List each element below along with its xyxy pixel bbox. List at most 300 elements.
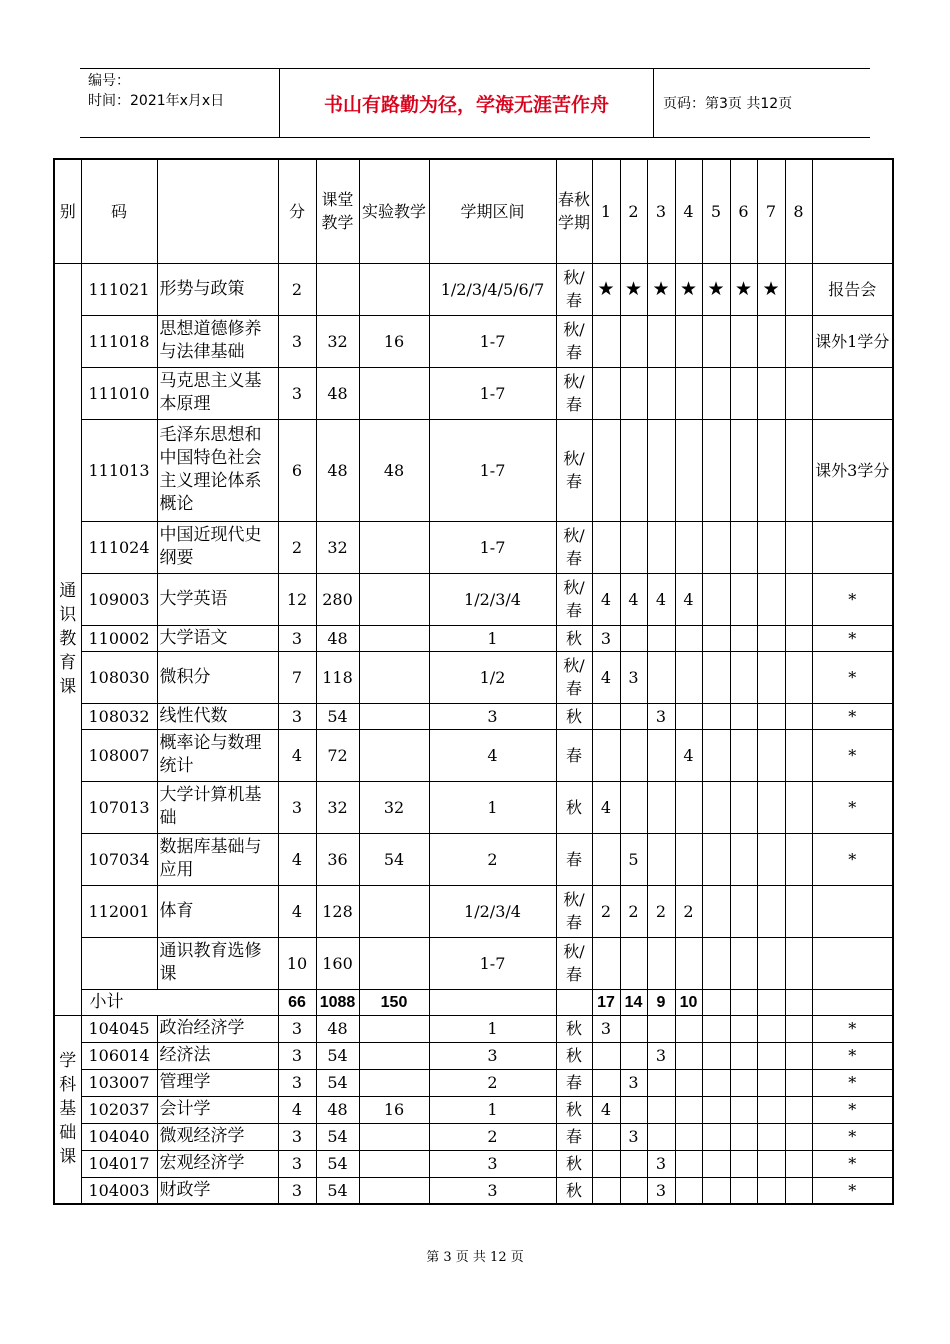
term-8-hours (785, 1123, 812, 1150)
course-name: 中国近现代史纲要 (157, 521, 278, 573)
course-class-hours: 48 (316, 1015, 359, 1042)
course-lab-hours (359, 937, 429, 989)
subtotal-season (556, 989, 592, 1015)
course-credits: 2 (278, 263, 316, 315)
course-credits: 3 (278, 367, 316, 419)
course-class-hours: 48 (316, 625, 359, 651)
term-4-hours (675, 315, 702, 367)
term-7-hours (757, 885, 785, 937)
course-season: 春 (556, 1069, 592, 1096)
course-note: * (812, 1069, 893, 1096)
term-5-hours (702, 781, 730, 833)
subtotal-note (812, 989, 893, 1015)
course-credits: 3 (278, 1150, 316, 1177)
course-name: 体育 (157, 885, 278, 937)
course-code: 104003 (81, 1177, 157, 1204)
course-name: 微积分 (157, 651, 278, 703)
term-3-hours: 3 (647, 703, 675, 729)
course-class-hours: 54 (316, 1042, 359, 1069)
term-8-hours (785, 1096, 812, 1123)
course-class-hours: 128 (316, 885, 359, 937)
course-term-range: 2 (429, 1069, 556, 1096)
term-2-hours (620, 729, 647, 781)
term-5-hours (702, 937, 730, 989)
table-row (54, 1042, 893, 1069)
course-note: * (812, 1177, 893, 1204)
document-header (80, 68, 870, 138)
term-8-hours (785, 263, 812, 315)
course-lab-hours: 48 (359, 419, 429, 521)
term-1-hours (592, 1177, 620, 1204)
header-lab-hours: 实验教学 (359, 159, 429, 263)
course-name: 马克思主义基本原理 (157, 367, 278, 419)
header-term-range: 学期区间 (429, 159, 556, 263)
term-8-hours (785, 625, 812, 651)
course-lab-hours (359, 1150, 429, 1177)
course-term-range: 1-7 (429, 367, 556, 419)
course-name: 会计学 (157, 1096, 278, 1123)
course-code: 108030 (81, 651, 157, 703)
subtotal-term-6 (730, 989, 757, 1015)
table-row (54, 781, 893, 833)
category-cell (54, 263, 81, 1015)
course-season: 秋 (556, 625, 592, 651)
course-note: * (812, 1015, 893, 1042)
course-note (812, 937, 893, 989)
term-6-hours (730, 1069, 757, 1096)
course-credits: 4 (278, 833, 316, 885)
term-6-hours (730, 315, 757, 367)
header-note (812, 159, 893, 263)
term-1-hours (592, 1069, 620, 1096)
table-row (54, 1015, 893, 1042)
course-term-range: 3 (429, 1042, 556, 1069)
course-credits: 3 (278, 1123, 316, 1150)
term-2-hours (620, 419, 647, 521)
course-lab-hours (359, 367, 429, 419)
category-cell (54, 1015, 81, 1204)
term-3-hours (647, 729, 675, 781)
term-5-hours (702, 1015, 730, 1042)
term-1-hours: 4 (592, 651, 620, 703)
header-name (157, 159, 278, 263)
course-term-range: 4 (429, 729, 556, 781)
term-6-hours (730, 1042, 757, 1069)
course-name: 经济法 (157, 1042, 278, 1069)
course-name: 宏观经济学 (157, 1150, 278, 1177)
course-lab-hours: 16 (359, 315, 429, 367)
term-8-hours (785, 1069, 812, 1096)
term-4-hours: 2 (675, 885, 702, 937)
term-8-hours (785, 419, 812, 521)
term-1-hours (592, 1042, 620, 1069)
term-8-hours (785, 1015, 812, 1042)
term-7-hours (757, 625, 785, 651)
term-6-hours (730, 573, 757, 625)
course-class-hours: 280 (316, 573, 359, 625)
course-code: 112001 (81, 885, 157, 937)
term-4-hours (675, 419, 702, 521)
course-lab-hours (359, 1123, 429, 1150)
term-7-hours (757, 367, 785, 419)
term-2-hours (620, 703, 647, 729)
term-3-hours: 3 (647, 1042, 675, 1069)
table-body (54, 263, 893, 1204)
header-code: 码 (81, 159, 157, 263)
course-note: * (812, 1096, 893, 1123)
term-3-hours (647, 1123, 675, 1150)
term-7-hours (757, 1123, 785, 1150)
course-lab-hours (359, 885, 429, 937)
table-row (54, 573, 893, 625)
term-8-hours (785, 521, 812, 573)
term-7-hours (757, 833, 785, 885)
subtotal-term-7 (757, 989, 785, 1015)
header-term-4: 4 (675, 159, 702, 263)
header-term-1: 1 (592, 159, 620, 263)
table-row (54, 1150, 893, 1177)
course-code: 106014 (81, 1042, 157, 1069)
course-code: 108032 (81, 703, 157, 729)
course-term-range: 3 (429, 1177, 556, 1204)
course-term-range: 1/2/3/4 (429, 573, 556, 625)
table-row (54, 263, 893, 315)
course-season: 秋 (556, 1177, 592, 1204)
term-3-hours (647, 1096, 675, 1123)
course-note: * (812, 833, 893, 885)
term-5-hours (702, 1123, 730, 1150)
term-2-hours: 3 (620, 1069, 647, 1096)
page-footer: 第 3 页 共 12 页 (426, 1250, 524, 1265)
course-credits: 4 (278, 729, 316, 781)
course-term-range: 2 (429, 833, 556, 885)
course-lab-hours (359, 1015, 429, 1042)
course-name: 微观经济学 (157, 1123, 278, 1150)
term-6-hours (730, 625, 757, 651)
term-5-hours (702, 729, 730, 781)
table-row (54, 625, 893, 651)
course-lab-hours (359, 521, 429, 573)
course-name: 思想道德修养与法律基础 (157, 315, 278, 367)
table-row (54, 315, 893, 367)
course-term-range: 1 (429, 1096, 556, 1123)
course-lab-hours: 54 (359, 833, 429, 885)
term-1-hours: ★ (592, 263, 620, 315)
header-meta (80, 69, 280, 137)
term-5-hours (702, 1150, 730, 1177)
term-4-hours (675, 937, 702, 989)
term-1-hours (592, 367, 620, 419)
table-row (54, 1096, 893, 1123)
term-7-hours (757, 937, 785, 989)
term-3-hours: 4 (647, 573, 675, 625)
term-5-hours (702, 1096, 730, 1123)
subtotal-class-hours: 1088 (316, 989, 359, 1015)
term-2-hours (620, 625, 647, 651)
course-name: 通识教育选修课 (157, 937, 278, 989)
term-2-hours: ★ (620, 263, 647, 315)
course-code: 111010 (81, 367, 157, 419)
table-row (54, 1069, 893, 1096)
course-code (81, 937, 157, 989)
term-6-hours: ★ (730, 263, 757, 315)
course-season: 春 (556, 729, 592, 781)
term-5-hours (702, 419, 730, 521)
term-8-hours (785, 703, 812, 729)
course-note: * (812, 729, 893, 781)
term-8-hours (785, 937, 812, 989)
term-7-hours (757, 781, 785, 833)
course-class-hours: 48 (316, 419, 359, 521)
subtotal-term-range (429, 989, 556, 1015)
term-4-hours: 4 (675, 573, 702, 625)
term-1-hours: 4 (592, 781, 620, 833)
term-7-hours (757, 1069, 785, 1096)
term-6-hours (730, 885, 757, 937)
course-season: 秋/春 (556, 419, 592, 521)
course-season: 秋 (556, 703, 592, 729)
term-4-hours (675, 651, 702, 703)
term-5-hours (702, 703, 730, 729)
course-term-range: 1-7 (429, 521, 556, 573)
course-season: 秋/春 (556, 315, 592, 367)
subtotal-term-1: 17 (592, 989, 620, 1015)
term-6-hours (730, 703, 757, 729)
term-8-hours (785, 315, 812, 367)
table-row (54, 651, 893, 703)
course-code: 104045 (81, 1015, 157, 1042)
course-season: 秋/春 (556, 573, 592, 625)
header-term-3: 3 (647, 159, 675, 263)
course-name: 大学语文 (157, 625, 278, 651)
term-2-hours (620, 937, 647, 989)
course-season: 秋 (556, 1015, 592, 1042)
term-1-hours (592, 1123, 620, 1150)
term-5-hours: ★ (702, 263, 730, 315)
header-season: 春秋学期 (556, 159, 592, 263)
term-7-hours (757, 573, 785, 625)
course-class-hours: 32 (316, 781, 359, 833)
course-code: 107034 (81, 833, 157, 885)
course-name: 管理学 (157, 1069, 278, 1096)
course-term-range: 2 (429, 1123, 556, 1150)
term-5-hours (702, 573, 730, 625)
term-1-hours (592, 521, 620, 573)
term-4-hours (675, 1150, 702, 1177)
course-credits: 3 (278, 1177, 316, 1204)
term-8-hours (785, 651, 812, 703)
course-note: * (812, 625, 893, 651)
course-lab-hours: 32 (359, 781, 429, 833)
course-class-hours: 48 (316, 1096, 359, 1123)
course-term-range: 1-7 (429, 315, 556, 367)
course-class-hours: 54 (316, 1069, 359, 1096)
term-3-hours (647, 625, 675, 651)
course-credits: 3 (278, 1042, 316, 1069)
header-page-info: 页码：第3页 共12页 (663, 96, 793, 112)
term-4-hours: ★ (675, 263, 702, 315)
course-note: * (812, 1123, 893, 1150)
course-lab-hours (359, 263, 429, 315)
course-note (812, 367, 893, 419)
course-class-hours: 32 (316, 521, 359, 573)
term-5-hours (702, 315, 730, 367)
course-class-hours: 32 (316, 315, 359, 367)
course-code: 111018 (81, 315, 157, 367)
course-term-range: 3 (429, 1150, 556, 1177)
course-season: 秋 (556, 1096, 592, 1123)
term-5-hours (702, 651, 730, 703)
term-6-hours (730, 419, 757, 521)
course-lab-hours (359, 573, 429, 625)
category-label: 通识教育课 (59, 581, 77, 697)
term-5-hours (702, 521, 730, 573)
term-7-hours (757, 1096, 785, 1123)
course-name: 政治经济学 (157, 1015, 278, 1042)
subtotal-term-4: 10 (675, 989, 702, 1015)
term-8-hours (785, 367, 812, 419)
term-7-hours (757, 419, 785, 521)
time-label: 时间：2021年x月x日 (88, 93, 225, 109)
term-6-hours (730, 1123, 757, 1150)
term-8-hours (785, 573, 812, 625)
table-row (54, 833, 893, 885)
term-2-hours: 5 (620, 833, 647, 885)
course-name: 数据库基础与应用 (157, 833, 278, 885)
term-5-hours (702, 1042, 730, 1069)
term-8-hours (785, 1042, 812, 1069)
term-4-hours (675, 1015, 702, 1042)
course-credits: 4 (278, 885, 316, 937)
term-6-hours (730, 1015, 757, 1042)
term-8-hours (785, 781, 812, 833)
table-row (54, 703, 893, 729)
term-2-hours (620, 315, 647, 367)
term-6-hours (730, 833, 757, 885)
term-1-hours: 3 (592, 1015, 620, 1042)
course-note: * (812, 573, 893, 625)
course-note: * (812, 1150, 893, 1177)
course-class-hours: 48 (316, 367, 359, 419)
term-3-hours (647, 315, 675, 367)
term-7-hours (757, 651, 785, 703)
term-5-hours (702, 833, 730, 885)
course-code: 111021 (81, 263, 157, 315)
course-credits: 12 (278, 573, 316, 625)
term-6-hours (730, 1150, 757, 1177)
header-category: 别 (54, 159, 81, 263)
course-credits: 3 (278, 1015, 316, 1042)
subtotal-term-8 (785, 989, 812, 1015)
course-credits: 10 (278, 937, 316, 989)
course-term-range: 1-7 (429, 419, 556, 521)
course-code: 102037 (81, 1096, 157, 1123)
course-season: 秋/春 (556, 263, 592, 315)
term-1-hours (592, 315, 620, 367)
term-3-hours: 3 (647, 1150, 675, 1177)
course-season: 春 (556, 833, 592, 885)
course-season: 秋 (556, 1150, 592, 1177)
term-7-hours (757, 1042, 785, 1069)
term-7-hours (757, 315, 785, 367)
course-class-hours: 160 (316, 937, 359, 989)
course-class-hours: 54 (316, 1123, 359, 1150)
course-class-hours: 36 (316, 833, 359, 885)
term-7-hours (757, 521, 785, 573)
subtotal-lab-hours: 150 (359, 989, 429, 1015)
term-6-hours (730, 521, 757, 573)
table-row (54, 367, 893, 419)
course-note: 课外1学分 (812, 315, 893, 367)
term-4-hours (675, 781, 702, 833)
course-season: 秋/春 (556, 885, 592, 937)
course-term-range: 1 (429, 625, 556, 651)
course-lab-hours (359, 625, 429, 651)
term-4-hours (675, 625, 702, 651)
course-lab-hours (359, 1177, 429, 1204)
course-name: 毛泽东思想和中国特色社会主义理论体系概论 (157, 419, 278, 521)
course-code: 111024 (81, 521, 157, 573)
course-season: 秋/春 (556, 937, 592, 989)
course-code: 107013 (81, 781, 157, 833)
term-1-hours: 4 (592, 573, 620, 625)
course-note: * (812, 1042, 893, 1069)
term-7-hours: ★ (757, 263, 785, 315)
term-3-hours: 3 (647, 1177, 675, 1204)
course-credits: 4 (278, 1096, 316, 1123)
course-class-hours: 54 (316, 703, 359, 729)
subtotal-term-3: 9 (647, 989, 675, 1015)
course-code: 110002 (81, 625, 157, 651)
course-season: 秋/春 (556, 651, 592, 703)
course-term-range: 1/2/3/4/5/6/7 (429, 263, 556, 315)
term-5-hours (702, 367, 730, 419)
term-7-hours (757, 729, 785, 781)
course-name: 概率论与数理统计 (157, 729, 278, 781)
term-3-hours: 2 (647, 885, 675, 937)
term-3-hours (647, 419, 675, 521)
category-label: 学科基础课 (59, 1051, 77, 1168)
term-2-hours: 4 (620, 573, 647, 625)
term-8-hours (785, 833, 812, 885)
term-8-hours (785, 885, 812, 937)
term-4-hours (675, 1096, 702, 1123)
table-header-row (54, 159, 893, 263)
term-4-hours (675, 833, 702, 885)
header-term-7: 7 (757, 159, 785, 263)
course-credits: 7 (278, 651, 316, 703)
course-lab-hours (359, 1042, 429, 1069)
course-lab-hours (359, 729, 429, 781)
term-3-hours (647, 833, 675, 885)
course-class-hours: 54 (316, 1177, 359, 1204)
term-4-hours (675, 1042, 702, 1069)
term-4-hours (675, 703, 702, 729)
course-term-range: 1/2 (429, 651, 556, 703)
term-7-hours (757, 1177, 785, 1204)
course-credits: 3 (278, 703, 316, 729)
course-class-hours: 72 (316, 729, 359, 781)
table-row (54, 521, 893, 573)
table-row (54, 729, 893, 781)
term-1-hours (592, 419, 620, 521)
course-note (812, 885, 893, 937)
course-season: 秋 (556, 1042, 592, 1069)
term-4-hours: 4 (675, 729, 702, 781)
term-1-hours (592, 1150, 620, 1177)
term-2-hours (620, 367, 647, 419)
term-2-hours (620, 1042, 647, 1069)
